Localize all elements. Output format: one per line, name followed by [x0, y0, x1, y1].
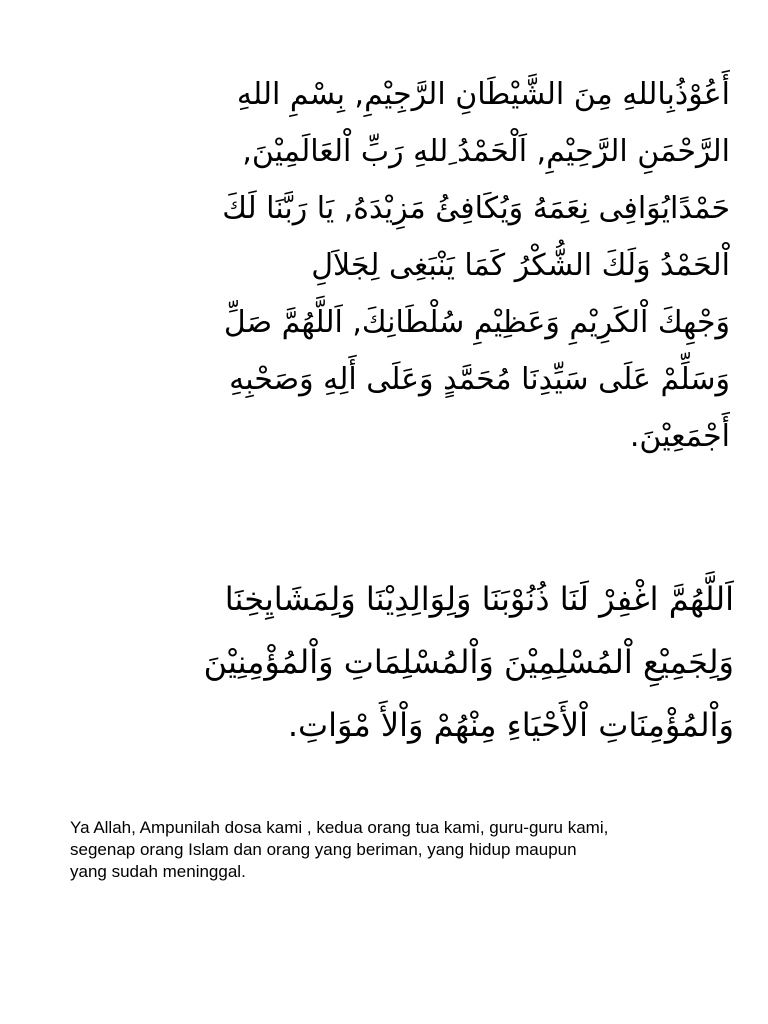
opening-line: وَسَلِّمْ عَلَى سَيِّدِنَا مُحَمَّدٍ وَعَلَى أَلِهِ وَصَحْبِهِ [229, 362, 730, 397]
opening-line: أَجْمَعِيْنَ. [629, 419, 730, 454]
prayer-translation [70, 817, 740, 883]
opening-line: الرَّحْمَنِ الرَّحِيْمِ, اَلْحَمْدُ ِللهِ رَبِّ اْلعَالَمِيْنَ, [242, 134, 730, 169]
opening-line: وَجْهِكَ اْلكَرِيْمِ وَعَظِيْمِ سُلْطَانِكَ, اَللَّهُمَّ صَلِّ [223, 305, 730, 340]
opening-line: حَمْدًايُوَافِى نِعَمَهُ وَيُكَافِئُ مَزِيْدَهُ, يَا رَبَّنَا لَكَ [222, 191, 730, 226]
translation-line: segenap orang Islam dan orang yang beriman, yang hidup maupun [70, 840, 577, 859]
opening-line: اْلحَمْدُ وَلَكَ الشُّكْرُ كَمَا يَنْبَغِى لِجَلاَلِ [311, 248, 730, 283]
translation-line: yang sudah meninggal. [70, 862, 246, 881]
opening-supplication [30, 66, 730, 465]
forgiveness-prayer [16, 568, 734, 757]
translation-line: Ya Allah, Ampunilah dosa kami , kedua orang tua kami, guru-guru kami, [70, 818, 609, 837]
prayer-line: اَللَّهُمَّ اغْفِرْ لَنَا ذُنُوْبَنَا وَلِوَالِدِيْنَا وَلِمَشَايِخِنَا [224, 580, 734, 618]
prayer-line: وَلِجَمِيْعِ اْلمُسْلِمِيْنَ وَاْلمُسْلِمَاتِ وَاْلمُؤْمِنِيْنَ [203, 643, 734, 681]
opening-line: أَعُوْذُبِاللهِ مِنَ الشَّيْطَانِ الرَّجِيْمِ, بِسْمِ اللهِ [236, 77, 730, 112]
prayer-line: وَاْلمُؤْمِنَاتِ اْلأَحْيَاءِ مِنْهُمْ وَاْلأَ مْوَاتِ. [287, 706, 734, 744]
